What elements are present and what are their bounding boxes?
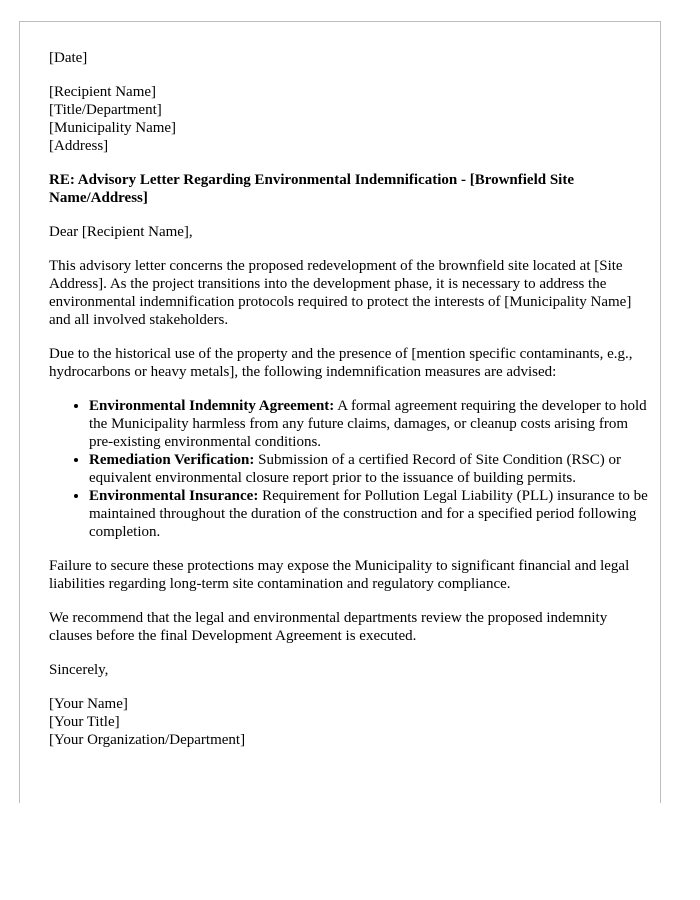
salutation: Dear [Recipient Name], bbox=[49, 224, 193, 240]
recommendation-paragraph: We recommend that the legal and environmental departments review the proposed indemnity clauses before the final Development Agreement is executed. bbox=[49, 610, 608, 644]
recipient-title: [Title/Department] bbox=[49, 102, 162, 118]
measure-term: Environmental Indemnity Agreement: bbox=[89, 398, 335, 414]
measure-term: Environmental Insurance: bbox=[89, 488, 259, 504]
letter-body bbox=[49, 49, 649, 765]
measure-text: Submission of a certified Record of Site Condition (RSC) or equivalent environmental closure report prior to the issuance of building permits. bbox=[89, 452, 622, 486]
indemnification-measures-list bbox=[49, 397, 649, 541]
list-item bbox=[89, 397, 649, 451]
liability-paragraph: Failure to secure these protections may expose the Municipality to significant financial and legal liabilities regarding long-term site contamination and regulatory compliance. bbox=[49, 558, 630, 592]
letter-page bbox=[19, 21, 661, 803]
signature-title: [Your Title] bbox=[49, 714, 120, 730]
recipient-address: [Address] bbox=[49, 138, 109, 154]
recipient-block bbox=[49, 83, 649, 155]
list-item bbox=[89, 487, 649, 541]
subject-line: RE: Advisory Letter Regarding Environmental Indemnification - [Brownfield Site Name/Address] bbox=[49, 172, 574, 206]
signature-organization: [Your Organization/Department] bbox=[49, 732, 246, 748]
signature-name: [Your Name] bbox=[49, 696, 128, 712]
measure-term: Remediation Verification: bbox=[89, 452, 255, 468]
measure-text: A formal agreement requiring the developer to hold the Municipality harmless from any future claims, damages, or cleanup costs arising from pre-existing environmental conditions. bbox=[89, 398, 647, 450]
measure-text: Requirement for Pollution Legal Liability (PLL) insurance to be maintained throughout the duration of the construction and for a specified period following completion. bbox=[89, 488, 648, 540]
recipient-name: [Recipient Name] bbox=[49, 84, 157, 100]
intro-paragraph: This advisory letter concerns the proposed redevelopment of the brownfield site located at [Site Address]. As the project transitions into the development phase, it is necessary to address the environmental indemnification protocols required to protect the interests of [Municipality Name] and all involved stakeholders. bbox=[49, 258, 632, 328]
contaminants-paragraph: Due to the historical use of the property and the presence of [mention specific contaminants, e.g., hydrocarbons or heavy metals], the following indemnification measures are advised: bbox=[49, 346, 633, 380]
recipient-municipality: [Municipality Name] bbox=[49, 120, 177, 136]
letter-date: [Date] bbox=[49, 50, 88, 66]
list-item bbox=[89, 451, 649, 487]
closing: Sincerely, bbox=[49, 662, 109, 678]
signature-block bbox=[49, 695, 649, 749]
